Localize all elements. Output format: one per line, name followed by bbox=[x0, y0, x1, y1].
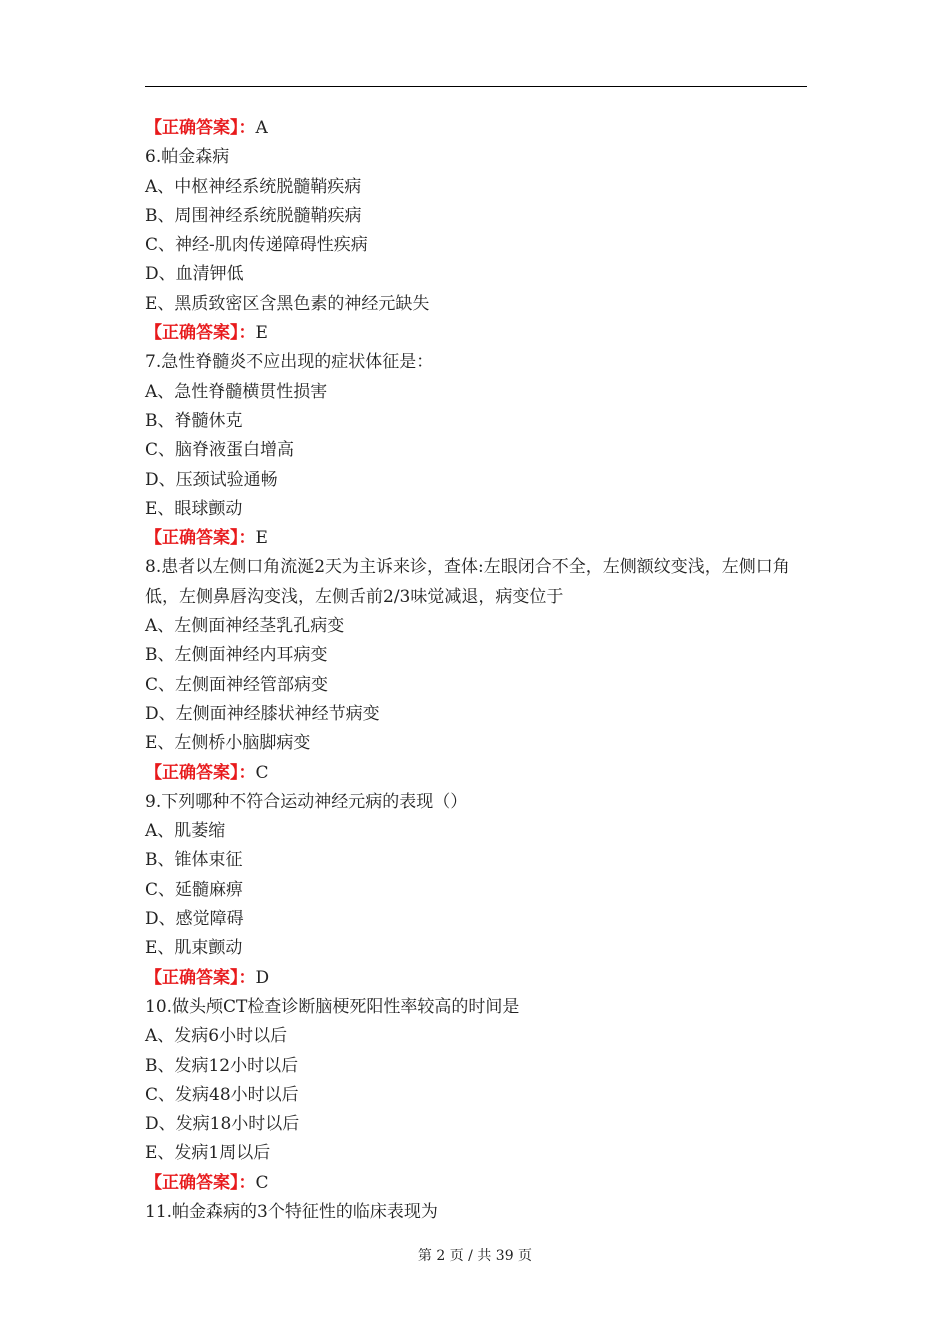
option-text: B、周围神经系统脱髓鞘疾病 bbox=[145, 205, 362, 226]
option-text: E、左侧桥小脑脚病变 bbox=[145, 733, 311, 754]
answer-line bbox=[145, 964, 807, 993]
answer-label: 【正确答案】： bbox=[145, 323, 256, 344]
option-text: D、左侧面神经膝状神经节病变 bbox=[145, 703, 380, 724]
option-text: E、眼球颤动 bbox=[145, 498, 243, 519]
option-text: C、神经-肌肉传递障碍性疾病 bbox=[145, 235, 368, 256]
question-text: 11.帕金森病的3个特征性的临床表现为 bbox=[145, 1201, 438, 1222]
question-text: 7.急性脊髓炎不应出现的症状体征是： bbox=[145, 352, 434, 373]
option-text: C、延髓麻痹 bbox=[145, 879, 244, 900]
question-text: 9.下列哪种不符合运动神经元病的表现（） bbox=[145, 791, 468, 812]
option-text: E、发病1周以后 bbox=[145, 1143, 271, 1164]
option-text: B、发病12小时以后 bbox=[145, 1055, 299, 1076]
option-text: A、左侧面神经茎乳孔病变 bbox=[145, 616, 345, 637]
option-text: D、血清钾低 bbox=[145, 264, 244, 285]
answer-label: 【正确答案】： bbox=[145, 118, 256, 138]
answer-line bbox=[145, 759, 807, 788]
option-text: D、发病18小时以后 bbox=[145, 1114, 300, 1135]
option-text: A、肌萎缩 bbox=[145, 821, 226, 842]
option-text: B、左侧面神经内耳病变 bbox=[145, 645, 328, 666]
answer-line bbox=[145, 1169, 807, 1198]
document-body bbox=[145, 114, 807, 1227]
answer-value: C bbox=[255, 1172, 269, 1193]
option-text: A、发病6小时以后 bbox=[145, 1026, 288, 1047]
answer-line bbox=[145, 524, 807, 553]
answer-label: 【正确答案】： bbox=[145, 967, 256, 988]
answer-line bbox=[145, 319, 807, 348]
option-text: B、脊髓休克 bbox=[145, 410, 243, 431]
option-text: C、脑脊液蛋白增高 bbox=[145, 440, 295, 461]
page-footer: 第 2 页 / 共 39 页 bbox=[417, 1248, 533, 1264]
question-text: 6.帕金森病 bbox=[145, 147, 230, 168]
question-text: 10.做头颅CT检查诊断脑梗死阳性率较高的时间是 bbox=[145, 996, 520, 1017]
answer-value: E bbox=[255, 323, 268, 344]
answer-label: 【正确答案】： bbox=[145, 528, 256, 549]
option-text: E、黑质致密区含黑色素的神经元缺失 bbox=[145, 293, 430, 314]
option-text: C、发病48小时以后 bbox=[145, 1084, 299, 1105]
header-rule bbox=[145, 86, 807, 87]
option-text: B、锥体束征 bbox=[145, 850, 243, 871]
option-text: A、急性脊髓横贯性损害 bbox=[145, 381, 328, 402]
option-text: C、左侧面神经管部病变 bbox=[145, 674, 329, 695]
answer-label: 【正确答案】： bbox=[145, 1172, 256, 1193]
option-text: A、中枢神经系统脱髓鞘疾病 bbox=[145, 176, 362, 197]
answer-value: A bbox=[255, 118, 268, 138]
answer-value: C bbox=[255, 762, 269, 783]
question-text: 8.患者以左侧口角流涎2天为主诉来诊，查体:左眼闭合不全，左侧额纹变浅，左侧口角低，左侧鼻唇沟变浅，左侧舌前2/3味觉减退，病变位于 bbox=[145, 557, 790, 607]
answer-line bbox=[145, 114, 807, 143]
answer-label: 【正确答案】： bbox=[145, 762, 256, 783]
answer-value: D bbox=[255, 967, 270, 988]
answer-value: E bbox=[255, 528, 268, 549]
option-text: D、感觉障碍 bbox=[145, 909, 244, 930]
option-text: D、压颈试验通畅 bbox=[145, 469, 278, 490]
option-text: E、肌束颤动 bbox=[145, 938, 243, 959]
